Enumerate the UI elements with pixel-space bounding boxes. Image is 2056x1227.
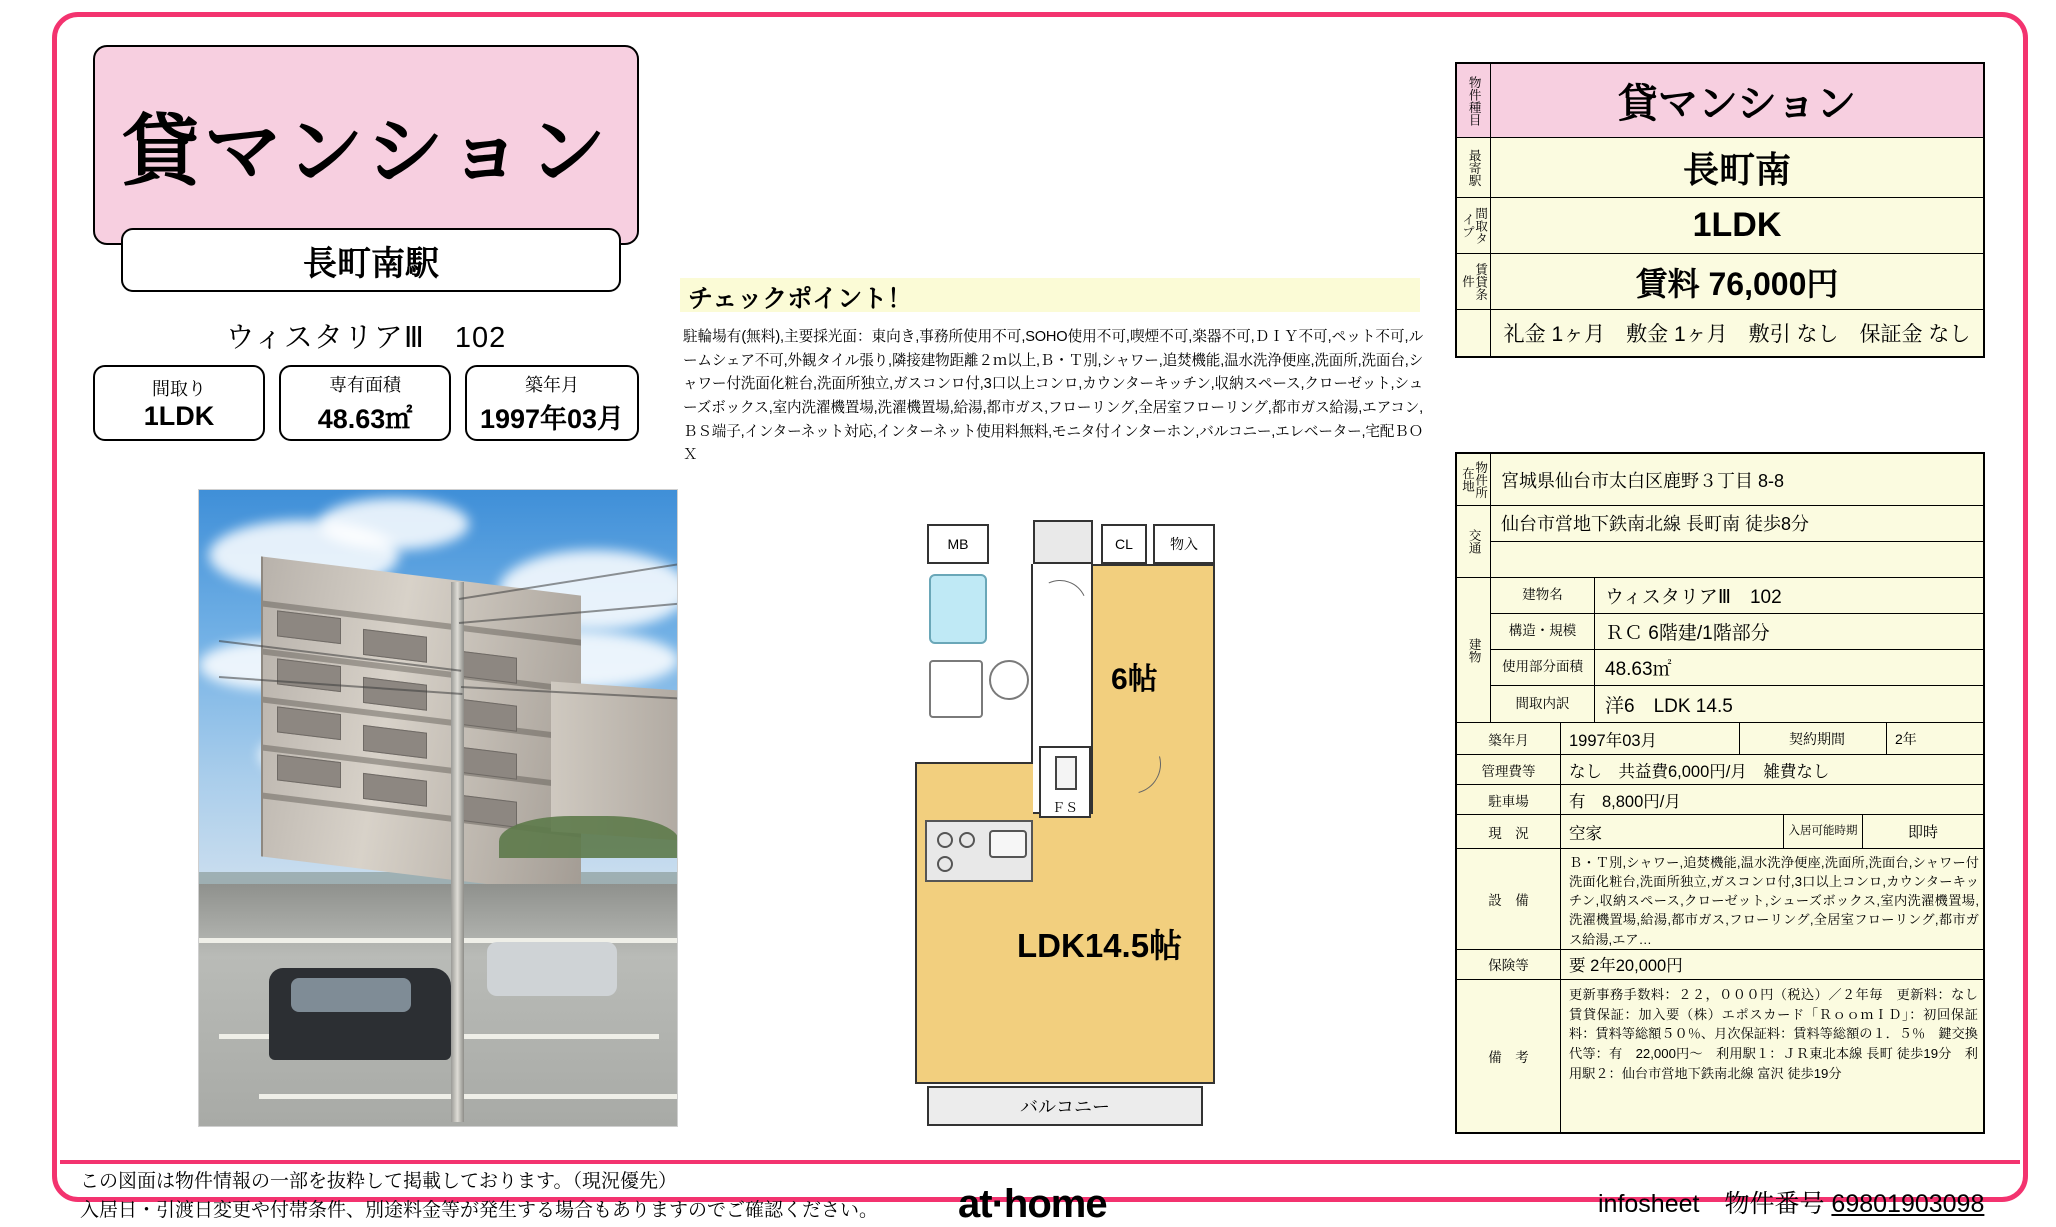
detail-label-parking: 駐車場 xyxy=(1457,785,1561,814)
plan-cl-box xyxy=(1101,524,1147,564)
spec-layout xyxy=(93,365,265,441)
detail-label-management: 管理費等 xyxy=(1457,755,1561,784)
detail-row-insurance xyxy=(1457,950,1983,980)
detail-row-equipment xyxy=(1457,849,1983,950)
summary-label-conditions xyxy=(1457,310,1491,356)
detail-label-remarks: 備 考 xyxy=(1457,980,1561,1132)
detail-value-insurance: 要 2年20,000円 xyxy=(1569,957,1683,976)
detail-table xyxy=(1455,452,1992,1134)
detail-value-year: 1997年03月 xyxy=(1569,731,1658,750)
plan-cl-label: CL xyxy=(1115,536,1133,552)
summary-label-station: 最寄駅 xyxy=(1457,138,1491,197)
detail-row-traffic xyxy=(1457,506,1983,578)
traffic-line-1: 仙台市営地下鉄南北線 長町南 徒歩8分 xyxy=(1491,506,1983,542)
detail-row-management xyxy=(1457,755,1983,785)
summary-row-station xyxy=(1457,138,1983,198)
detail-label-equipment: 設 備 xyxy=(1457,849,1561,949)
spec-area-value: 48.63㎡ xyxy=(317,403,413,434)
detail-value-equipment: Ｂ・Ｔ別,シャワー,追焚機能,温水洗浄便座,洗面所,洗面台,シャワー付洗面化粧台,洗面所独立,ガスコンロ付,3口以上コンロ,カウンターキッチン,収納スペース,クローゼット,シューズボックス,室内洗濯機置場,洗濯機置場,給湯,都市ガス,フローリング,全居室フローリング,都市ガス給湯,エア… xyxy=(1569,855,1979,947)
detail-label-movein: 入居可能時期 xyxy=(1783,815,1863,848)
sink-shape xyxy=(989,830,1027,858)
detail-label-status: 現 況 xyxy=(1457,815,1561,848)
floor-plan xyxy=(905,520,1225,1120)
summary-label-rent: 賃貸条件 xyxy=(1457,254,1491,309)
plan-ldk-label: LDK14.5帖 xyxy=(1017,927,1183,964)
plan-room1-label: 6帖 xyxy=(1111,663,1158,696)
detail-label-address: 物件所在地 xyxy=(1457,454,1491,505)
summary-row-layout xyxy=(1457,198,1983,254)
building-value: ウィスタリアⅢ 102 xyxy=(1605,587,1782,608)
detail-row-remarks xyxy=(1457,980,1992,1132)
building-detail-rows xyxy=(1491,578,1983,722)
building-value: 洋6 LDK 14.5 xyxy=(1605,695,1733,717)
detail-label-traffic: 交通 xyxy=(1457,506,1491,577)
plan-entrance xyxy=(1033,520,1093,564)
spec-year-value: 1997年03月 xyxy=(479,403,625,434)
building-key: 構造・規模 xyxy=(1491,614,1595,649)
footer-note xyxy=(80,1168,980,1225)
spec-year-label: 築年月 xyxy=(525,374,579,395)
detail-label-insurance: 保険等 xyxy=(1457,950,1561,979)
plan-fs-box xyxy=(1039,746,1091,818)
detail-row-address xyxy=(1457,454,1983,506)
checkpoint-title-band xyxy=(680,278,1420,312)
lot-line xyxy=(259,1094,678,1099)
bathtub-shape xyxy=(929,574,987,644)
detail-label-building: 建物 xyxy=(1457,578,1491,722)
footer-note-line2: 入居日・引渡日変更や付帯条件、別途料金等が発生する場合もありますのでご確認ください。 xyxy=(80,1199,879,1221)
detail-value-address: 宮城県仙台市太白区鹿野３丁目 8-8 xyxy=(1501,470,1785,491)
infosheet-line xyxy=(1598,1184,1984,1220)
detail-row-building xyxy=(1457,578,1983,723)
burner-shape xyxy=(937,856,953,872)
building-row xyxy=(1491,614,1983,650)
building-row xyxy=(1491,650,1983,686)
summary-row-rent xyxy=(1457,254,1983,310)
parked-car-2 xyxy=(487,942,617,996)
plan-wet-area xyxy=(915,564,1033,764)
detail-value-movein: 即時 xyxy=(1907,824,1938,841)
summary-table xyxy=(1455,62,1985,358)
plan-kitchen xyxy=(925,820,1033,882)
plan-storage-label: 物入 xyxy=(1170,536,1198,552)
building-value: 48.63㎡ xyxy=(1605,659,1672,680)
spec-layout-label: 間取り xyxy=(152,378,206,399)
building-key: 使用部分面積 xyxy=(1491,650,1595,685)
athome-logo: at·home xyxy=(958,1182,1107,1226)
utility-pole xyxy=(451,582,464,1122)
car-window xyxy=(291,978,411,1012)
building-key: 建物名 xyxy=(1491,578,1595,613)
building-value: ＲＣ 6階建/1階部分 xyxy=(1605,623,1770,644)
spec-year xyxy=(465,365,639,441)
station-text: 長町南駅 xyxy=(303,244,439,283)
station-box xyxy=(121,228,621,292)
burner-shape xyxy=(937,832,953,848)
plan-fs-label: ＦＳ xyxy=(1051,800,1078,815)
detail-row-year xyxy=(1457,723,1983,755)
detail-label-year: 築年月 xyxy=(1457,723,1561,754)
plan-mb-box xyxy=(927,524,989,564)
toilet-shape xyxy=(929,660,983,718)
spec-row xyxy=(93,365,639,441)
building-row xyxy=(1491,686,1983,722)
spec-area xyxy=(279,365,451,441)
summary-label-type: 物件種目 xyxy=(1457,64,1491,137)
detail-value-remarks: 更新事務手数料：２２，０００円（税込）／２年毎 更新料：なし 賃貸保証：加入要（株）エポスカード「ＲｏｏｍＩＤ」：初回保証料：賃料等総額５０％、月次保証料：賃料等総額の１．５％ 鍵交換代等：有 22,000円～ 利用駅１：ＪＲ東北本線 長町 徒歩19分 利用駅２：仙台市営地下鉄南北線 富沢 徒歩19分 xyxy=(1569,986,1992,1081)
checkpoint-body: 駐輪場有(無料),主要採光面：東向き,事務所使用不可,SOHO使用不可,喫煙不可,楽器不可,ＤＩＹ不可,ペット不可,ルームシェア不可,外観タイル張り,隣接建物距離２ｍ以上,Ｂ・Ｔ別,シャワー,追焚機能,温水洗浄便座,洗面所,洗面台,シャワー付洗面化粧台,洗面所独立,ガスコンロ付,3口以上コンロ,カウンターキッチン,収納スペース,クローゼット,シューズボックス,室内洗濯機置場,洗濯機置場,給湯,都市ガス,フローリング,全居室フローリング,都市ガス給湯,エアコン,ＢＳ端子,インターネット対応,インターネット使用料無料,モニタ付インターホン,バルコニー,エレベーター,宅配ＢＯＸ xyxy=(683,329,1423,464)
plan-balcony-label: バルコニー xyxy=(1020,1097,1110,1117)
spec-layout-value: 1LDK xyxy=(143,400,215,431)
infosheet-label: infosheet 物件番号 xyxy=(1598,1190,1825,1218)
detail-row-parking xyxy=(1457,785,1983,815)
detail-row-status xyxy=(1457,815,1983,849)
footer-note-line1: この図面は物件情報の一部を抜粋して掲載しております。（現況優先） xyxy=(80,1171,677,1192)
summary-value-type: 貸マンション xyxy=(1617,82,1857,126)
plan-balcony xyxy=(927,1086,1203,1126)
checkpoint-title: チェックポイント！ xyxy=(688,285,913,313)
cloud-shape xyxy=(319,498,469,550)
summary-row-conditions xyxy=(1457,310,1983,356)
property-type-text: 貸マンション xyxy=(121,107,611,195)
summary-label-layout: 間取タイプ xyxy=(1457,198,1491,253)
detail-value-parking: 有 8,800円/月 xyxy=(1569,792,1681,811)
summary-value-station: 長町南 xyxy=(1682,149,1791,190)
summary-value-rent: 賃料 76,000円 xyxy=(1635,265,1839,302)
summary-row-type xyxy=(1457,64,1983,138)
property-type-title xyxy=(93,45,639,245)
detail-value-management: なし 共益費6,000円/月 雑費なし xyxy=(1569,762,1830,781)
building-row xyxy=(1491,578,1983,614)
plan-mb-label: MB xyxy=(947,536,969,552)
detail-value-contract: 2年 xyxy=(1895,730,1917,747)
traffic-line-list xyxy=(1491,506,1983,577)
exterior-photo xyxy=(198,489,678,1127)
infosheet-number: 69801903098 xyxy=(1831,1190,1985,1218)
washbasin-shape xyxy=(989,660,1029,700)
detail-label-contract: 契約期間 xyxy=(1739,723,1887,754)
plan-storage-box xyxy=(1153,524,1215,564)
burner-shape xyxy=(959,832,975,848)
building-name: ウィスタリアⅢ 102 xyxy=(225,322,507,354)
fs-unit-shape xyxy=(1055,756,1077,790)
tree-shape xyxy=(499,816,678,858)
traffic-line-2 xyxy=(1491,542,1983,578)
parked-car xyxy=(269,968,451,1060)
spec-area-label: 専有面積 xyxy=(329,374,401,395)
summary-value-layout: 1LDK xyxy=(1692,206,1782,244)
summary-value-conditions: 礼金 1ヶ月 敷金 1ヶ月 敷引 なし 保証金 なし xyxy=(1503,323,1971,346)
building-key: 間取内訳 xyxy=(1491,686,1595,722)
footer-divider xyxy=(60,1160,2020,1164)
detail-value-status: 空家 xyxy=(1569,824,1602,843)
